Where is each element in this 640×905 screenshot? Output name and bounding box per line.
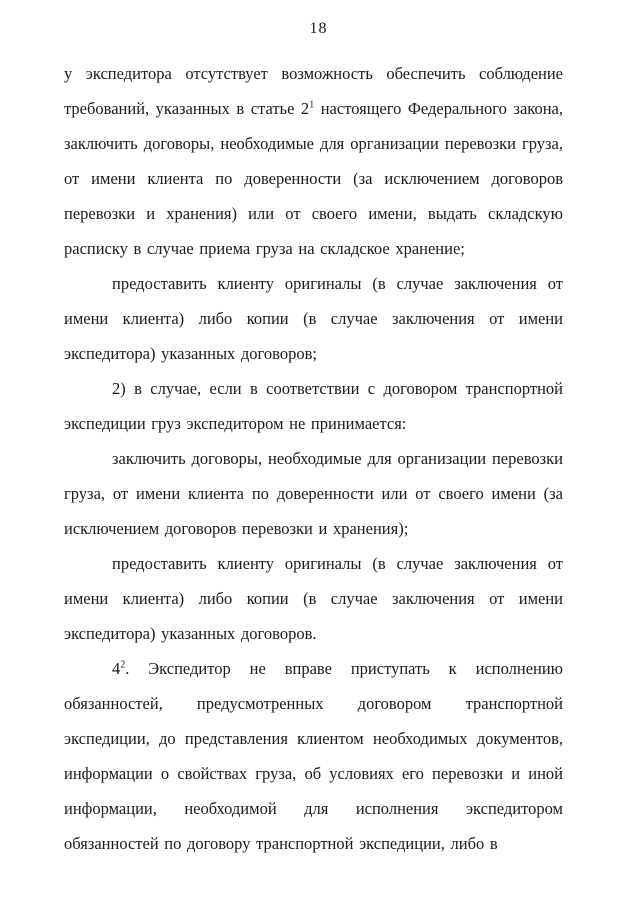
paragraph: 2) в случае, если в соответствии с договором транспортной экспедиции груз экспедитором не принимается: [64, 379, 563, 433]
document-body [64, 56, 563, 861]
paragraph: у экспедитора отсутствует возможность обеспечить соблюдение требований, указанных в статье $2^1$ настоящего Федерального закона, заключить договоры, необходимые для организации перевозки груза, от имени клиента по доверенности (за исключением договоров перевозки и хранения) или от своего имени, выдать складскую расписку в случае приема груза на складское хранение; [64, 64, 563, 258]
superscript: 2 [120, 659, 126, 671]
page-number: 18 [309, 20, 328, 37]
paragraph: предоставить клиенту оригиналы (в случае заключения от имени клиента) либо копии (в случае заключения от имени экспедитора) указанных договоров; [64, 274, 563, 363]
superscript: 1 [309, 99, 315, 111]
paragraph: заключить договоры, необходимые для организации перевозки груза, от имени клиента по доверенности или от своего имени (за исключением договоров перевозки и хранения); [64, 449, 563, 538]
paragraph: предоставить клиенту оригиналы (в случае заключения от имени клиента) либо копии (в случае заключения от имени экспедитора) указанных договоров. [64, 554, 563, 643]
paragraph: $4^2$. Экспедитор не вправе приступать к исполнению обязанностей, предусмотренных договором транспортной экспедиции, до представления клиентом необходимых документов, информации о свойствах груза, об условиях его перевозки и иной информации, необходимой для исполнения экспедитором обязанностей по договору транспортной экспедиции, либо в [64, 659, 563, 853]
